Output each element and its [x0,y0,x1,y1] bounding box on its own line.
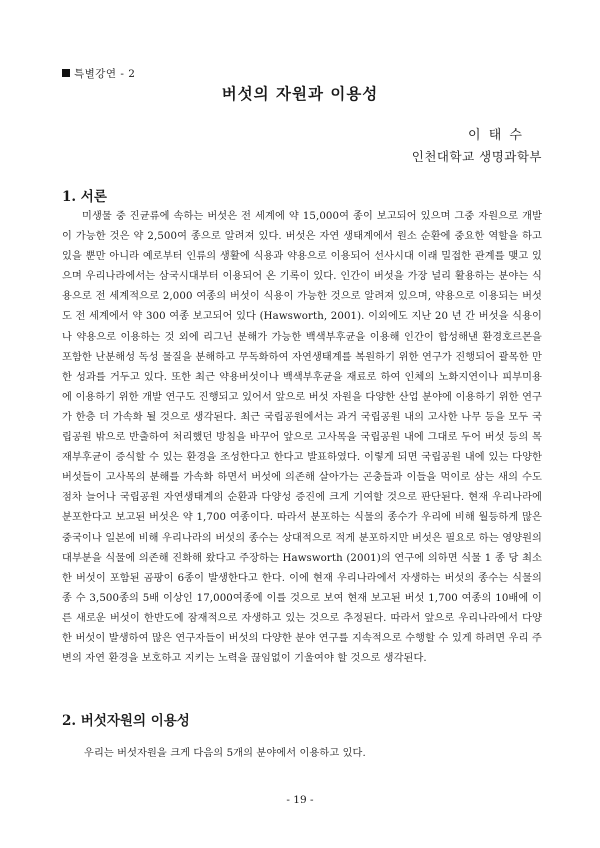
black-square-icon [62,69,70,77]
uses-intro-paragraph: 우리는 버섯자원을 크게 다음의 5개의 분야에서 이용하고 있다. [84,748,366,759]
section-heading-mushroom-uses: 2. 버섯자원의 이용성 [62,713,190,729]
introduction-paragraph: 미생물 중 진균류에 속하는 버섯은 전 세계에 약 15,000여 종이 보고되어 있으며 그중 자원으로 개발이 가능한 것은 약 2,500여 종으로 알려져 있다. 버섯은 자연 생태계에서 원소 순환에 중요한 역할을 하고 있을 뿐만 아니라 예로부터 인류의 생활에 식용과 약용으로 이용되어 선사시대 이래 밀접한 관계를 맺고 있으며 우리나라에서는 삼국시대부터 이용되어 온 기록이 있다. 인간이 버섯을 가장 널리 활용하는 분야는 식용으로 전 세계적으로 2,000 여종의 버섯이 식용이 가능한 것으로 알려져 있으며, 약용으로 이용되는 버섯도 전 세계에서 약 300 여종 보고되어 있다 (Hawsworth, 2001). 이외에도 지난 20 년 간 버섯을 식용이나 약용으로 이용하는 것 외에 리그닌 분해가 가능한 백색부후균을 이용해 인간이 합성해낸 환경호르몬을 포함한 난분해성 독성 물질을 분해하고 무독화하여 자연생태계를 복원하기 위한 연구가 진행되어 괄목한 만한 성과를 거두고 있다. 또한 최근 약용버섯이나 백색부후균을 재료로 하여 인체의 노화지연이나 피부미용에 이용하기 위한 개발 연구도 진행되고 있어서 앞으로 버섯 자원을 다양한 산업 분야에 이용하기 위한 연구가 한층 더 가속화 될 것으로 생각된다. 최근 국립공원에서는 과거 국립공원 내의 고사한 나무 등을 모두 국립공원 밖으로 반출하여 처리했던 방침을 바꾸어 앞으로 고사목을 국립공원 내에 그대로 두어 버섯 등의 목재부후균이 증식할 수 있는 환경을 조성한다고 한다고 발표하였다. 이렇게 되면 국립공원 내에 있는 다양한 버섯들이 고사목의 분해를 가속화 하면서 버섯에 의존해 살아가는 곤충들과 이들을 먹이로 삼는 새의 수도 점차 늘어나 국립공원 자연생태계의 순환과 다양성 증진에 크게 기여할 것으로 판단된다. 현재 우리나라에 분포한다고 보고된 버섯은 약 1,700 여종이다. 따라서 분포하는 식물의 종수가 우리에 비해 월등하게 많은 중국이나 일본에 비해 우리나라의 버섯의 종수는 상대적으로 적게 분포하지만 버섯은 필요로 하는 영양원의 대부분을 식물에 의존해 진화해 왔다고 주장하는 Hawsworth (2001)의 연구에 의하면 식물 1 종 당 최소한 버섯이 포함된 곰팡이 6종이 발생한다고 한다. 이에 현재 우리나라에서 자생하는 버섯의 종수는 식물의 종 수 3,500종의 5배 이상인 17,000여종에 이를 것으로 보여 현재 보고된 버섯 1,700 여종의 10배에 이른 새로운 버섯이 한반도에 잠재적으로 자생하고 있는 것으로 추정된다. 따라서 앞으로 우리나라에서 다양한 버섯이 발생하여 많은 연구자들이 버섯의 다양한 분야 연구를 지속적으로 수행할 수 있게 하려면 우리 주변의 자연 환경을 보호하고 지키는 노력을 끊임없이 기울여야 할 것으로 생각된다. [62,211,542,665]
section-heading-introduction: 1. 서론 [62,189,107,205]
author-affiliation: 인천대학교 생명과학부 [411,149,542,164]
page-number: - 19 - [286,794,314,806]
series-label [62,66,135,81]
author-name: 이 태 수 [468,128,524,143]
paper-title: 버섯의 자원과 이용성 [221,84,379,103]
series-label-text: 특별강연 - 2 [74,68,136,80]
